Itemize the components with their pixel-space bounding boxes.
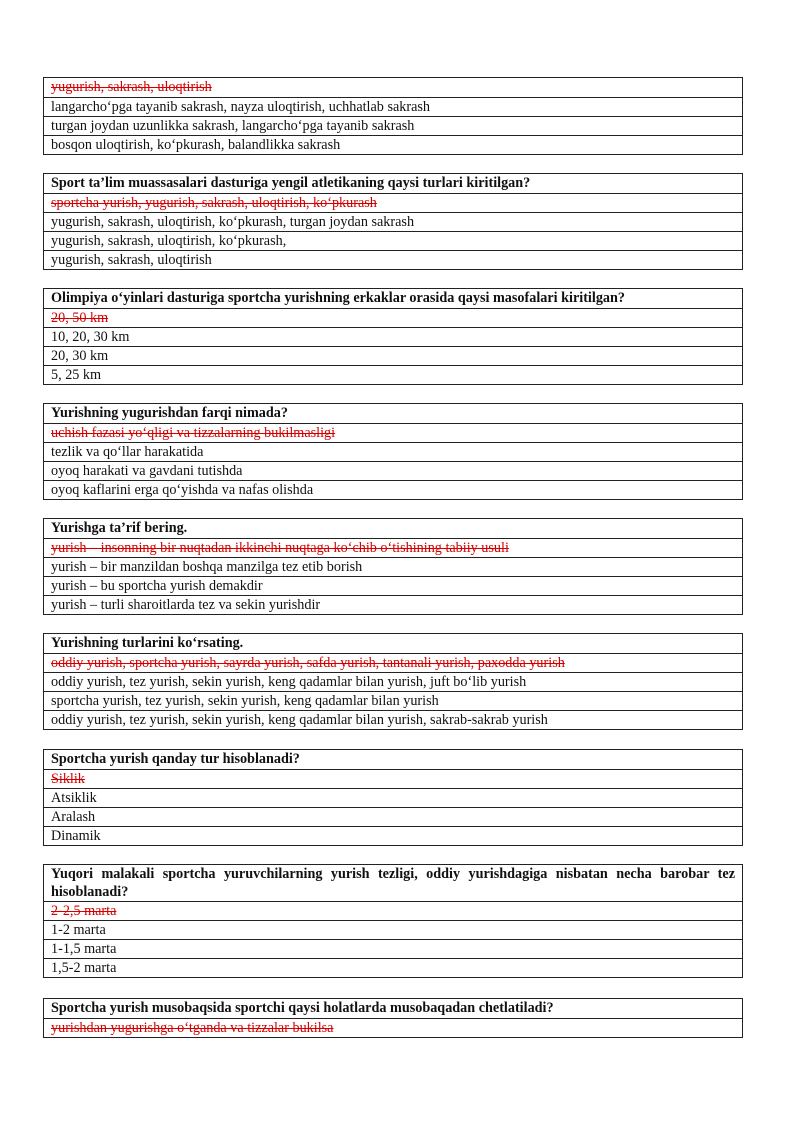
answer-option: Aralash bbox=[44, 807, 742, 826]
answer-option: oddiy yurish, tez yurish, sekin yurish, keng qadamlar bilan yurish, sakrab-sakrab yurish bbox=[44, 710, 742, 729]
answer-option: 1-1,5 marta bbox=[44, 939, 742, 958]
question-block-4 bbox=[43, 403, 743, 500]
question-text: Yurishning yugurishdan farqi nimada? bbox=[51, 405, 288, 421]
question-block-5 bbox=[43, 518, 743, 615]
answer-option: 1,5-2 marta bbox=[44, 958, 742, 977]
question-text: Yurishning turlarini ko‘rsating. bbox=[51, 635, 244, 651]
answer-option: oddiy yurish, tez yurish, sekin yurish, keng qadamlar bilan yurish, juft bo‘lib yurish bbox=[44, 672, 742, 691]
question-block-8 bbox=[43, 864, 743, 978]
answer-option: turgan joydan uzunlikka sakrash, langarcho‘pga tayanib sakrash bbox=[44, 116, 742, 135]
question-block-6 bbox=[43, 633, 743, 730]
correct-answer: Siklik bbox=[44, 769, 742, 788]
answer-option: 5, 25 km bbox=[44, 365, 742, 384]
answer-option: langarcho‘pga tayanib sakrash, nayza uloqtirish, uchhatlab sakrash bbox=[44, 97, 742, 116]
answer-option: 1-2 marta bbox=[44, 920, 742, 939]
answer-option: yugurish, sakrash, uloqtirish bbox=[44, 250, 742, 269]
answer-option: yurish – turli sharoitlarda tez va sekin yurishdir bbox=[44, 595, 742, 614]
correct-answer: yurish – insonning bir nuqtadan ikkinchi nuqtaga ko‘chib o‘tishining tabiiy usuli bbox=[44, 538, 742, 557]
question-text: Yurishga ta’rif bering. bbox=[51, 520, 188, 536]
answer-option: 20, 30 km bbox=[44, 346, 742, 365]
correct-answer: 20, 50 km bbox=[44, 308, 742, 327]
question-text: Olimpiya o‘yinlari dasturiga sportcha yurishning erkaklar orasida qaysi masofalari kiritilgan? bbox=[51, 290, 625, 306]
answer-option: sportcha yurish, tez yurish, sekin yurish, keng qadamlar bilan yurish bbox=[44, 691, 742, 710]
question-block-1 bbox=[43, 77, 743, 155]
correct-answer: sportcha yurish, yugurish, sakrash, uloqtirish, ko‘pkurash bbox=[44, 193, 742, 212]
correct-answer: 2-2,5 marta bbox=[44, 901, 742, 920]
correct-answer: yurishdan yugurishga o‘tganda va tizzalar bukilsa bbox=[44, 1018, 742, 1037]
question-block-3 bbox=[43, 288, 743, 385]
answer-option: yurish – bu sportcha yurish demakdir bbox=[44, 576, 742, 595]
question-block-9 bbox=[43, 998, 743, 1038]
question-text: Yuqori malakali sportcha yuruvchilarning yurish tezligi, oddiy yurishdagiga nisbatan necha barobar tez hisoblanadi? bbox=[51, 866, 735, 900]
answer-option: oyoq harakati va gavdani tutishda bbox=[44, 461, 742, 480]
question-text: Sportcha yurish musobaqsida sportchi qaysi holatlarda musobaqadan chetlatiladi? bbox=[51, 1000, 554, 1016]
answer-option: bosqon uloqtirish, ko‘pkurash, balandlikka sakrash bbox=[44, 135, 742, 154]
correct-answer: uchish fazasi yo‘qligi va tizzalarning bukilmasligi bbox=[44, 423, 742, 442]
answer-option: yugurish, sakrash, uloqtirish, ko‘pkurash, turgan joydan sakrash bbox=[44, 212, 742, 231]
answer-option: yurish – bir manzildan boshqa manzilga tez etib borish bbox=[44, 557, 742, 576]
answer-option: yugurish, sakrash, uloqtirish, ko‘pkurash, bbox=[44, 231, 742, 250]
answer-option: oyoq kaflarini erga qo‘yishda va nafas olishda bbox=[44, 480, 742, 499]
question-text: Sport ta’lim muassasalari dasturiga yengil atletikaning qaysi turlari kiritilgan? bbox=[51, 175, 531, 191]
answer-option: 10, 20, 30 km bbox=[44, 327, 742, 346]
question-text: Sportcha yurish qanday tur hisoblanadi? bbox=[51, 751, 300, 767]
correct-answer: oddiy yurish, sportcha yurish, sayrda yurish, safda yurish, tantanali yurish, paxodda yurish bbox=[44, 653, 742, 672]
answer-option: Atsiklik bbox=[44, 788, 742, 807]
question-block-7 bbox=[43, 749, 743, 846]
question-block-2 bbox=[43, 173, 743, 270]
answer-option: Dinamik bbox=[44, 826, 742, 845]
correct-answer: yugurish, sakrash, uloqtirish bbox=[51, 79, 212, 95]
answer-option: tezlik va qo‘llar harakatida bbox=[44, 442, 742, 461]
